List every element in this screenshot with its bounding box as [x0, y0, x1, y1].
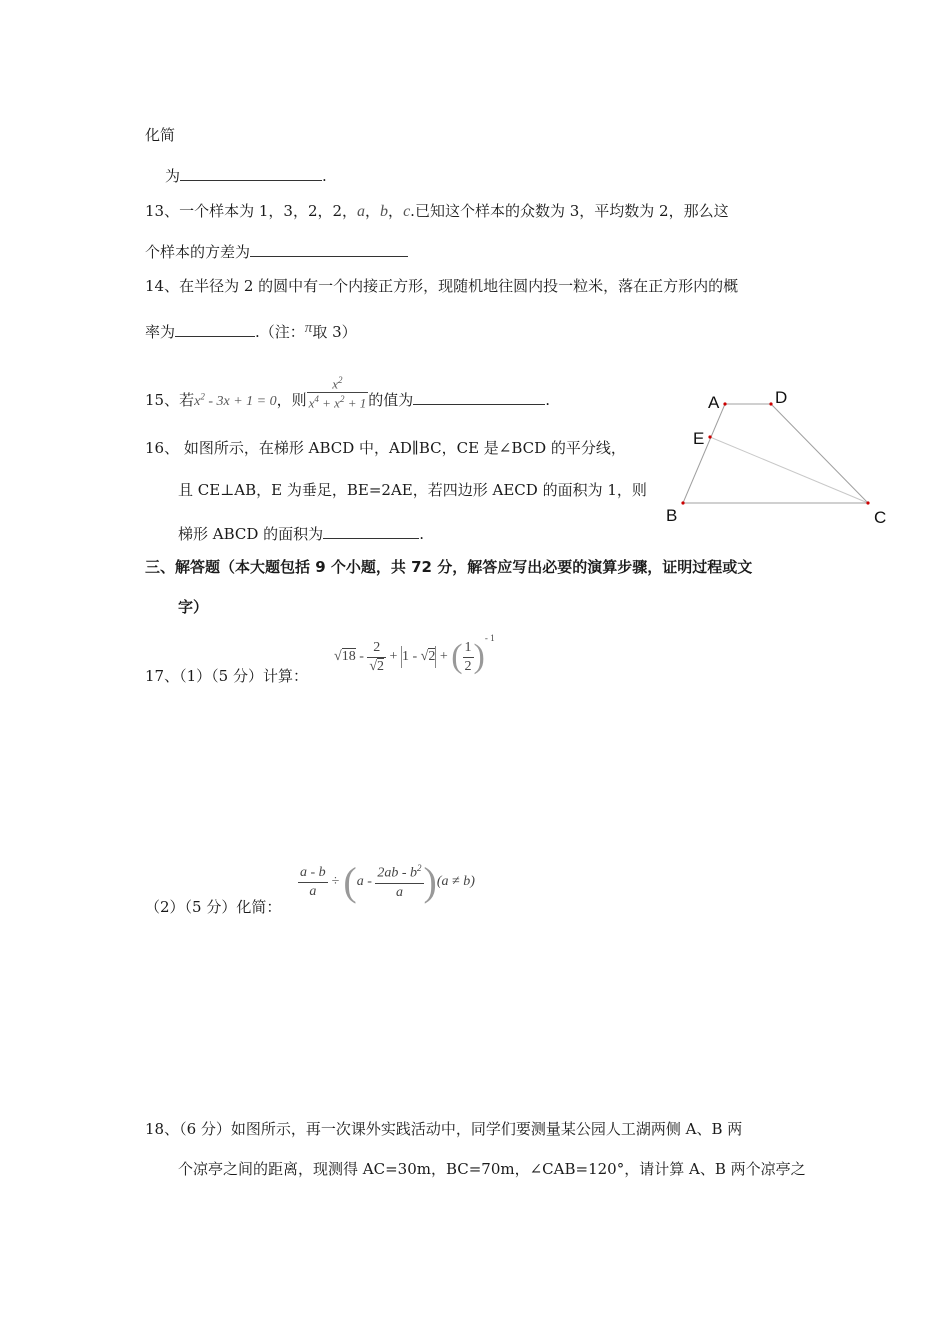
- q13-rest: .已知这个样本的众数为 3，平均数为 2，那么这: [410, 202, 729, 220]
- q15-den-exp4: 4: [314, 394, 319, 405]
- q12-text-b: 为: [165, 167, 181, 185]
- segment-ab: [683, 404, 725, 503]
- expr1-abs-inner-a: 1 -: [401, 649, 421, 664]
- segment-dc: [771, 404, 868, 503]
- point-a: [723, 402, 726, 405]
- section3-line1: 三、解答题（本大题包括 9 个小题，共 72 分，解答应写出必要的演算步骤，证明过程或文: [145, 558, 753, 576]
- point-e: [708, 435, 711, 438]
- expr2-divide: ÷: [331, 874, 340, 889]
- q14-blank[interactable]: [175, 322, 255, 337]
- q17-part2-label: （2）（5 分）化简：: [145, 898, 282, 916]
- expr2-fraction1: [298, 866, 328, 899]
- q17-expr1: √18 - $\frac{2}{√2}$ + 1 - √2 + ( $\frac{1}{2}$ )$^{- 1}$: [334, 632, 495, 675]
- expr2-frac1-den: a: [298, 882, 328, 899]
- label-b: B: [666, 506, 678, 525]
- q14-text-c: 取 3）: [312, 323, 357, 341]
- label-c: C: [874, 508, 887, 527]
- q13-sep-2: ，: [388, 202, 404, 220]
- expr1-sqrt18: 18: [341, 649, 356, 664]
- q15-num-x: x: [332, 376, 339, 392]
- expr1-minus: -: [355, 649, 368, 664]
- expr2-a-minus: a -: [356, 874, 376, 889]
- q16-line3-text: 梯形 ABCD 的面积为: [178, 525, 324, 543]
- q18-line1: 18、（6 分）如图所示，再一次课外实践活动中，同学们要测量某公园人工湖两侧 A、B 两: [145, 1120, 743, 1138]
- q15-tail: 的值为: [368, 390, 414, 409]
- q13-label: 13、一个样本为 1，3，2，2，: [145, 202, 358, 220]
- q12-end: .: [322, 167, 327, 185]
- q13-var-c: c: [403, 203, 411, 220]
- q13-line2-text: 个样本的方差为: [145, 243, 251, 261]
- expr1-abs-inner-b: 2: [428, 649, 436, 664]
- trapezoid-figure: [650, 380, 900, 530]
- section3-line2: 字）: [178, 598, 209, 616]
- segment-ec: [710, 437, 868, 503]
- q15-blank[interactable]: [413, 390, 545, 405]
- q15-then: ，则: [276, 390, 307, 409]
- label-a: A: [708, 393, 720, 412]
- q13-var-a: a: [357, 203, 366, 220]
- q12-blank[interactable]: [180, 166, 322, 181]
- q17-part1-label: 17、（1）（5 分）计算：: [145, 667, 308, 685]
- q15-den-x: x: [308, 395, 315, 411]
- q15-eq-exp: 2: [200, 391, 205, 402]
- q15-den-plus-1: + 1: [344, 395, 367, 411]
- q15-label: 15、若: [145, 390, 195, 409]
- q15-fraction: [307, 376, 369, 410]
- point-b: [681, 501, 684, 504]
- expr1-plus-2: +: [436, 649, 452, 664]
- expr1-half-den: 2: [464, 658, 472, 674]
- label-e: E: [693, 429, 705, 448]
- expr1-paren-right: ): [473, 638, 485, 675]
- expr1-half-num: 1: [464, 639, 472, 655]
- q15-end: .: [545, 390, 551, 409]
- expr2-frac2-exp: 2: [417, 863, 422, 874]
- q15-den-plus-x: + x: [318, 395, 340, 411]
- expr2-frac2-den: a: [375, 883, 423, 900]
- expr2-frac2-num: 2ab - b: [377, 865, 418, 881]
- q14-line2: [145, 322, 357, 341]
- expr1-fraction: $\frac{2}{√2}$: [369, 639, 385, 674]
- expr1-half: [463, 641, 474, 674]
- expr2-fraction2: [375, 864, 423, 900]
- expr1-frac-den: 2: [377, 658, 385, 674]
- expr1-frac-num: 2: [373, 639, 381, 655]
- q17-expr2: [298, 859, 475, 904]
- q14-text-b: .（注：: [255, 323, 305, 341]
- q15-eq-rest: - 3x + 1 = 0: [204, 393, 277, 409]
- q15-line: [145, 375, 551, 418]
- q12-answer-line: [165, 166, 327, 184]
- expr2-paren-right: ): [423, 859, 437, 904]
- point-d: [769, 402, 772, 405]
- q13-sep-1: ，: [365, 202, 381, 220]
- expr2-paren-left: (: [343, 859, 357, 904]
- q13-var-b: b: [380, 203, 389, 220]
- q13-line1: [145, 204, 729, 220]
- q15-num-exp: 2: [338, 375, 343, 385]
- q16-line3: [178, 524, 424, 542]
- q18-line2: 个凉亭之间的距离，现测得 AC=30m，BC=70m，∠CAB=120°，请计算 A、B 两个凉亭之: [178, 1160, 806, 1178]
- expr1-paren-left: (: [451, 638, 463, 675]
- q15-den-exp2: 2: [339, 394, 345, 405]
- q16-line1: 16、 如图所示，在梯形 ABCD 中，AD∥BC，CE 是∠BCD 的平分线，: [145, 439, 626, 457]
- q13-blank[interactable]: [250, 242, 408, 257]
- q14-line1: 14、在半径为 2 的圆中有一个内接正方形，现随机地往圆内投一粒米，落在正方形内的概: [145, 277, 739, 295]
- q13-line2: [145, 242, 408, 260]
- q16-end: .: [419, 525, 424, 543]
- q16-blank[interactable]: [323, 524, 419, 539]
- point-c: [866, 501, 869, 504]
- q15-eq-x: x: [194, 393, 201, 409]
- q14-text-a: 率为: [145, 323, 176, 341]
- q12-text-a: 化简: [145, 126, 176, 144]
- label-d: D: [775, 388, 788, 407]
- expr2-condition: (a ≠ b): [436, 874, 475, 889]
- q16-line2: 且 CE⊥AB，E 为垂足，BE=2AE，若四边形 AECD 的面积为 1，则: [178, 481, 647, 499]
- q14-pi: π: [304, 320, 313, 336]
- expr1-plus-1: +: [386, 649, 401, 664]
- expr2-frac1-num: a - b: [300, 864, 326, 880]
- expr1-exponent: - 1: [484, 632, 495, 643]
